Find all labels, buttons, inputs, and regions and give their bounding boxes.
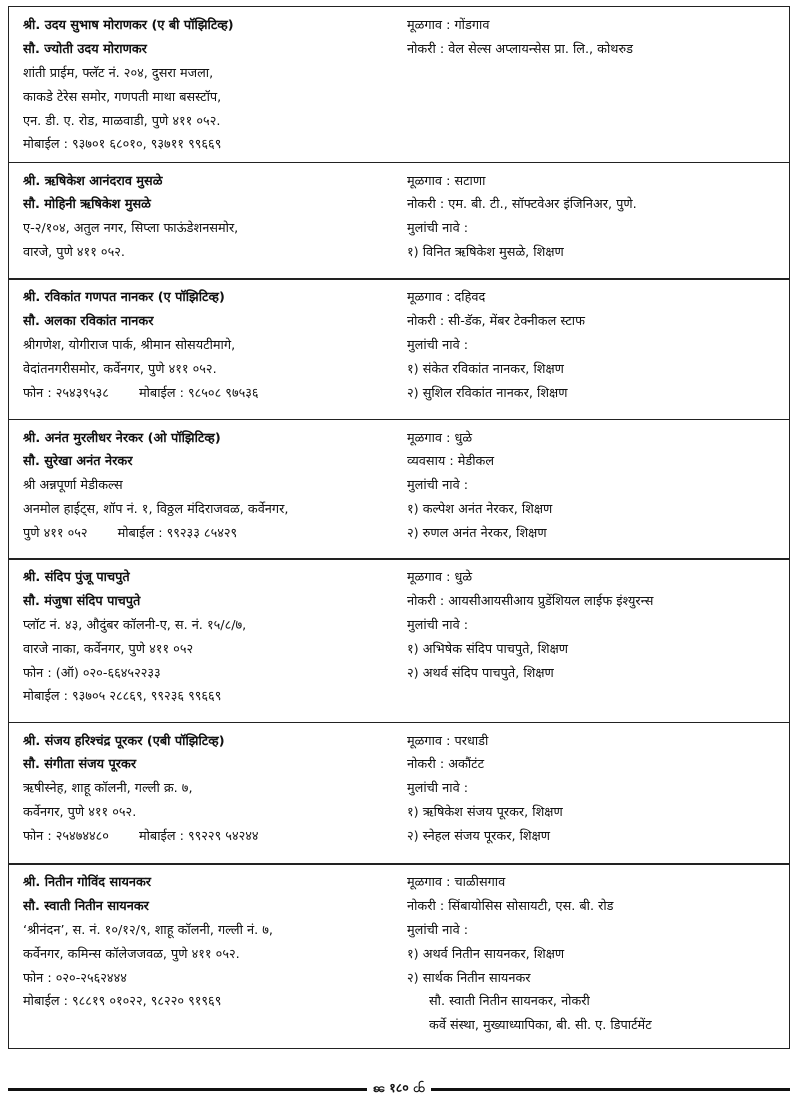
member-contact-column bbox=[9, 864, 399, 1048]
child-entry: १) अभिषेक संदिप पाचपुते, शिक्षण bbox=[407, 641, 569, 657]
wife-name: सौ. स्वाती नितीन सायनकर bbox=[23, 898, 149, 914]
native-place: मूळगाव : सटाणा bbox=[407, 173, 486, 189]
address-line: एन. डी. ए. रोड, माळवाडी, पुणे ४११ ०५२. bbox=[23, 113, 221, 129]
page-number: ꧣ १८० ꧤ bbox=[372, 1080, 426, 1095]
native-place: मूळगाव : परधाडी bbox=[407, 733, 489, 749]
member-contact-column bbox=[9, 279, 399, 419]
husband-name: श्री. ऋषिकेश आनंदराव मुसळे bbox=[23, 173, 163, 189]
member-entry bbox=[8, 162, 790, 280]
member-details-column bbox=[399, 420, 789, 559]
address-line: मोबाईल : ९८८१९ ०१०२२, ९८२२० ९१९६९ bbox=[23, 994, 222, 1010]
wife-name: सौ. अलका रविकांत नानकर bbox=[23, 313, 154, 329]
husband-name: श्री. अनंत मुरलीधर नेरकर (ओ पॉझिटिव्ह) bbox=[23, 430, 221, 446]
footer-rule-left bbox=[8, 1088, 367, 1091]
member-details-column bbox=[399, 279, 789, 419]
mobile-number: मोबाईल : ९८५०८ ९७५३६ bbox=[138, 385, 259, 401]
occupation: नोकरी : सिंबायोसिस सोसायटी, एस. बी. रोड bbox=[407, 898, 614, 914]
children-heading: मुलांची नावे : bbox=[407, 922, 469, 938]
phone-number: पुणे ४११ ०५२ bbox=[23, 526, 88, 542]
member-details-column bbox=[399, 163, 789, 279]
native-place: मूळगाव : दहिवद bbox=[407, 290, 486, 305]
phone-line bbox=[23, 522, 399, 546]
wife-name: सौ. संगीता संजय पूरकर bbox=[23, 757, 137, 773]
children-heading: मुलांची नावे : bbox=[407, 781, 469, 797]
child-entry: १) ऋषिकेश संजय पूरकर, शिक्षण bbox=[407, 805, 563, 821]
child-entry: १) अथर्व नितीन सायनकर, शिक्षण bbox=[407, 946, 565, 962]
native-place: मूळगाव : धुळे bbox=[407, 570, 473, 585]
child-entry: १) संकेत रविकांत नानकर, शिक्षण bbox=[407, 361, 564, 377]
child-entry: २) रुणल अनंत नेरकर, शिक्षण bbox=[407, 526, 547, 542]
address-line: कर्वेनगर, कमिन्स कॉलेजजवळ, पुणे ४११ ०५२. bbox=[23, 946, 240, 962]
address-line: ‘श्रीनंदन’, स. नं. १०/१२/९, शाहू कॉलनी, गल्ली नं. ७, bbox=[23, 922, 273, 938]
address-line: फोन : ०२०-२५६२४४४ bbox=[23, 970, 127, 986]
member-contact-column bbox=[9, 723, 399, 864]
occupation: नोकरी : सी-डॅक, मेंबर टेक्नीकल स्टाफ bbox=[407, 313, 585, 329]
child-detail: सौ. स्वाती नितीन सायनकर, नोकरी bbox=[429, 994, 590, 1010]
wife-name: सौ. ज्योती उदय मोराणकर bbox=[23, 41, 147, 57]
child-entry: १) कल्पेश अनंत नेरकर, शिक्षण bbox=[407, 502, 553, 518]
wife-name: सौ. मोहिनी ऋषिकेश मुसळे bbox=[23, 197, 151, 213]
native-place: मूळगाव : धुळे bbox=[407, 430, 473, 446]
address-line: मोबाईल : ९३७०१ ६८०१०, ९३७११ ९९६६९ bbox=[23, 137, 222, 153]
member-contact-column bbox=[9, 7, 399, 162]
wife-name: सौ. सुरेखा अनंत नेरकर bbox=[23, 454, 133, 470]
member-entry bbox=[8, 863, 790, 1049]
child-detail: कर्वे संस्था, मुख्याध्यापिका, बी. सी. ए. डिपार्टमेंट bbox=[429, 1018, 652, 1034]
children-heading: मुलांची नावे : bbox=[407, 221, 469, 237]
husband-name: श्री. संजय हरिश्चंद्र पूरकर (एबी पॉझिटिव्ह) bbox=[23, 733, 225, 749]
footer-rule-right bbox=[431, 1088, 790, 1091]
children-heading: मुलांची नावे : bbox=[407, 478, 469, 494]
address-line: काकडे टेरेस समोर, गणपती माथा बसस्टॉप, bbox=[23, 89, 222, 105]
address-line: श्री अन्नपूर्णा मेडीकल्स bbox=[23, 478, 123, 494]
phone-line bbox=[23, 382, 399, 406]
member-entry bbox=[8, 278, 790, 420]
child-entry: २) स्नेहल संजय पूरकर, शिक्षण bbox=[407, 829, 551, 845]
address-line: ए-२/१०४, अतुल नगर, सिप्ला फाऊंडेशनसमोर, bbox=[23, 221, 239, 237]
mobile-number: मोबाईल : ९९२२९ ५४२४४ bbox=[138, 829, 259, 845]
directory-page bbox=[8, 6, 790, 1049]
member-details-column bbox=[399, 559, 789, 722]
child-entry: १) विनित ऋषिकेश मुसळे, शिक्षण bbox=[407, 245, 564, 261]
member-entry bbox=[8, 558, 790, 723]
address-line: मोबाईल : ९३७०५ २८८६९, ९९२३६ ९९६६९ bbox=[23, 689, 222, 705]
member-contact-column bbox=[9, 420, 399, 559]
address-line: वेदांतनगरीसमोर, कर्वेनगर, पुणे ४११ ०५२. bbox=[23, 361, 217, 377]
children-heading: मुलांची नावे : bbox=[407, 337, 469, 353]
member-details-column bbox=[399, 7, 789, 162]
address-line: ऋषीस्नेह, शाहू कॉलनी, गल्ली क्र. ७, bbox=[23, 781, 193, 797]
address-line: कर्वेनगर, पुणे ४११ ०५२. bbox=[23, 805, 137, 821]
occupation: नोकरी : एम. बी. टी., सॉफ्टवेअर इंजिनिअर, पुणे. bbox=[407, 197, 637, 213]
occupation: नोकरी : वेल सेल्स अप्लायन्सेस प्रा. लि., कोथरुड bbox=[407, 41, 633, 57]
member-contact-column bbox=[9, 163, 399, 279]
child-entry: २) सार्थक नितीन सायनकर bbox=[407, 970, 531, 986]
member-entry bbox=[8, 6, 790, 163]
member-entry bbox=[8, 419, 790, 560]
address-line: अनमोल हाईट्स, शॉप नं. १, विठ्ठल मंदिराजवळ, कर्वेनगर, bbox=[23, 502, 289, 518]
address-line: वारजे नाका, कर्वेनगर, पुणे ४११ ०५२ bbox=[23, 641, 194, 657]
address-line: शांती प्राईम, फ्लॅट नं. २०४, दुसरा मजला, bbox=[23, 65, 214, 81]
occupation: नोकरी : अकौंटंट bbox=[407, 757, 485, 773]
mobile-number: मोबाईल : ९९२३३ ८५४२९ bbox=[117, 526, 238, 542]
native-place: मूळगाव : गोंडगाव bbox=[407, 18, 490, 33]
husband-name: श्री. उदय सुभाष मोराणकर (ए बी पॉझिटिव्ह) bbox=[23, 18, 234, 33]
child-entry: २) सुशिल रविकांत नानकर, शिक्षण bbox=[407, 385, 568, 401]
children-heading: मुलांची नावे : bbox=[407, 617, 469, 633]
phone-number: फोन : २५४३९५३८ bbox=[23, 385, 109, 401]
member-contact-column bbox=[9, 559, 399, 722]
wife-name: सौ. मंजुषा संदिप पाचपुते bbox=[23, 593, 141, 609]
child-entry: २) अथर्व संदिप पाचपुते, शिक्षण bbox=[407, 665, 554, 681]
page-footer bbox=[8, 1082, 790, 1096]
occupation: नोकरी : आयसीआयसीआय प्रुडेंशियल लाईफ इंश्युरन्स bbox=[407, 593, 654, 609]
occupation: व्यवसाय : मेडीकल bbox=[407, 454, 495, 470]
address-line: फोन : (ऑ) ०२०-६६४५२२३३ bbox=[23, 665, 161, 681]
phone-line bbox=[23, 825, 399, 849]
address-line: वारजे, पुणे ४११ ०५२. bbox=[23, 245, 125, 261]
member-details-column bbox=[399, 723, 789, 864]
native-place: मूळगाव : चाळीसगाव bbox=[407, 875, 506, 890]
address-line: श्रीगणेश, योगीराज पार्क, श्रीमान सोसयटीमागे, bbox=[23, 337, 236, 353]
phone-number: फोन : २५४७४४८० bbox=[23, 829, 109, 845]
member-entry bbox=[8, 722, 790, 865]
husband-name: श्री. संदिप पुंजू पाचपुते bbox=[23, 570, 130, 585]
address-line: प्लॉट नं. ४३, औदुंबर कॉलनी-ए, स. नं. १५/८/७, bbox=[23, 617, 247, 633]
member-details-column bbox=[399, 864, 789, 1048]
husband-name: श्री. रविकांत गणपत नानकर (ए पॉझिटिव्ह) bbox=[23, 290, 225, 305]
husband-name: श्री. नितीन गोविंद सायनकर bbox=[23, 875, 152, 890]
